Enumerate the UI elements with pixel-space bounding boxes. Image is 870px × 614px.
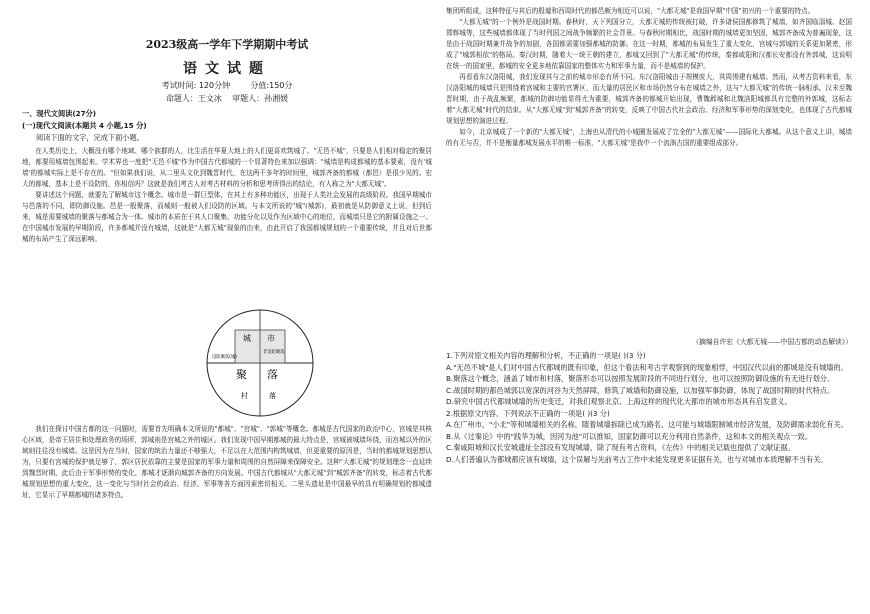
diagram-label-unfortified: 非设防聚落 [263,350,285,355]
question-option: A.在广州市，"小北"等和城墙相关的名称，随着城墙拆除已成为路名，这可能与城墙限制城市经济发展，及防御需求弱化有关。 [446,420,848,429]
passage-paragraph: 要讲述这个问题，就要先了解城市这个概念。城市是一群巨型体，在其上有多种功能区，出现于人类社会发展的高级阶段。我国早期城市与邑落的不同，即防御设施。邑是一般聚落，而城则一般被人们设防的区域。与本文所说的"城"(城郭)，最初就是从防御意义上说，但到后来，城是需要城墙的聚落与都城合为一体。城市的本质在于其人口聚集、功能分化以及作为区域中心的地位，而城墙只是它的附属设施之一。在中国城市发展的早期阶段，许多都城并没有城墙，这就是"大都无城"现象的由来，由此开启了我国都城规划的一个重要传统，并且对后世都城的布局产生了深远影响。 [22,191,432,243]
question-stem: 1.下列对原文相关内容的理解和分析，不正确的一项是( )(3 分) [446,351,646,360]
passage-paragraph: 我们在探讨中国古都的这一问题时，需要首先明确本文所说的"都城"、"宫城"、"郭城"等概念。都城是古代国家的政治中心，宫城是其核心区域，是帝王居住和处理政务的场所，郭城则是宫城之外的城区。我们发现中国早期都城的最大特点是，宫城被城墙环绕，而宫城以外的区域则往往没有城墙。这是因为在当时，国家的统治力量还不够强大，不足以在大范围内构筑城墙，但更重要的原因是，当时的都城规划思想认为，只要有宫城的保护就足够了，郭区居民依靠的主要是国家的军事力量和周围的自然屏障来保障安全。这种"大都无城"的规划理念一直延续到魏晋时期，此后由于军事形势的变化，都城才逐渐向城郭齐备的方向发展。中国古代都城从"大都无城"到"城郭齐备"的转变，标志着古代都城规划思想的重大变化，这一变化与当时社会的政治、经济、军事等各方面因素密切相关。二里头遗址是中国最早的具有明确规划的都城遗址，它显示了早期都城的诸多特点。 [22,425,432,499]
question-option: C.秦咸阳城和汉长安城遗址全部没有发现城墙，除了现有考古资料，《左传》中的相关记载也提供了文献证据。 [446,443,795,452]
right-column [446,0,852,614]
diagram-label-market: 市 [267,334,275,343]
diagram-label-luo: 落 [267,368,278,381]
exam-authors: 命题人：王文冰 审题人：孙湘媛 [165,94,289,103]
exam-title: 2023级高一学年下学期期中考试 [145,38,309,51]
passage-paragraph: 再看看东汉洛阳城，我们发现其与之前的城市形态有所不同。东汉洛阳城由于规模庞大，其周围建有城墙。然而，从考古资料来看，东汉洛阳城的城墙只是围绕着宫城和主要的官署区，而大量的居民区和市场仍然分布在城墙之外，这与"大都无城"的传统一脉相承。汉末至魏晋时期，由于战乱频繁，都城的防御功能显得尤为重要，城郭齐备的都城开始出现，曹魏邺城和北魏洛阳城都具有完整的外郭城，这标志着"大都无城"时代的结束。从"大都无城"到"城郭齐备"的转变，反映了中国古代社会政治、经济和军事形势的深刻变化，也体现了古代都城规划思想的演进过程。 [446,73,852,125]
questions-block [446,350,852,610]
diagram-label-luo-small: 落 [269,392,276,400]
subsection-heading: (一)现代文阅读(本题共 4 小题,15 分) [22,121,147,130]
subject-title: 语文试题 [183,61,271,77]
question-option: A."无邑不城"是人们对中国古代都城的既有印象，但这个看法和考古学观察到的现象相悖，中国汉代以前的都城是没有城墙的。 [446,362,848,372]
section-heading: 一、现代文阅读(27分) [22,109,97,118]
question-option: D.研究中国古代都城城墙的历史变迁，对我们观察北京、上海这样的现代化大都市的城市形态具有启发意义。 [446,397,792,406]
passage-block-3 [446,6,852,334]
question-option: D.人们普遍认为都城都应该有城墙，这个误解与先前考古工作中未能发现更多证据有关，也与对城市本质理解不当有关。 [446,454,828,464]
passage-block-1 [22,146,432,306]
passage-paragraph: 集团所组成，这种特征与其后的殷墟和西周时代的都邑颇为相近可以说，"大都无城"是我国早期"中国"初兴的一个重要的特点。 [446,7,815,15]
diagram-label-fortified: 设防聚落(城) [212,355,237,360]
question-option: B.聚落这个概念，涵盖了城市和村落，聚落形态可以按照发展阶段的不同进行划分，也可以按照防御设施的有无进行划分。 [446,374,835,383]
question-stem: 2.根据原文内容，下列说法不正确的一项是( )(3 分) [446,408,610,418]
reading-instruction: 阅读下面的文字，完成下面小题。 [36,133,144,142]
diagram-label-village: 村 [241,392,248,400]
passage-block-2 [22,424,432,610]
diagram-label-city: 城 [243,334,251,343]
question-option: C.战国时期的都邑城郭以宽深的河谷为天然屏障，修筑了城墙和防御设施，以加强军事防御，体现了战国时期的时代特点。 [446,385,835,395]
question-option: B.从《过秦论》中的"践华为城，因河为池"可以推知，国家防御可以充分利用自然条件，这和本文的相关观点一致。 [446,431,813,441]
passage-source: （摘编自许宏《大都无城——中国古都的动态解读》） [692,338,852,346]
diagram-label-ju: 聚 [236,368,247,381]
left-column [22,0,432,614]
passage-paragraph: 在人类历史上，大概没有哪个地域、哪个族群的人，比生活在华夏大地上的人们更喜欢筑城了。"无邑不城"，只要是人们相对稳定的聚居地，都要用城墙包围起来。学术界也一度把"无邑不城"作为中国古代都城的一个显著特色来加以强调："城墙是构成都城的基本要素，没有'城墙'的都城实际上是不存在的。"但如果我们说，从二里头文化到魏晋时代，在这两千多年的时间里，城郭齐备的都城（都邑）是很少见的。宏大的都城，基本上是不设防的，你相信吗？这就是我们考古人对考古材料的分析和思考所得出的结论，有人称之为"大都无城"。 [22,147,432,188]
settlement-diagram [205,308,315,418]
passage-paragraph: "大都无城"的一个例外是战国时期。春秋时，天下列国分立，大都无城的传统被打破，许多诸侯国都修筑了城墙，如齐国临淄城、赵国邯郸城等，这些城墙都体现了当时列国之间战争频繁的社会背景。与春秋时期相比，战国时期的城墙更加坚固，城郭齐备成为普遍现象，这是由于战国时期兼并战争的加剧，各国都需要加强都城的防御。在这一时期，都城的布局发生了重大变化，宫城与郭城的关系更加紧密，形成了"城郭相依"的格局。秦汉时期，随着大一统王朝的建立，都城又回到了"大都无城"的传统，秦都咸阳和汉都长安都没有外郭城，这说明在统一的国家里，都城的安全更多地依靠国家的整体实力和军事力量，而不是城墙的保护。 [446,18,852,70]
passage-paragraph: 如今，北京城成了一个新的"大都无城"，上海也从清代的小城圈发展成了完全的"大都无城"——国际化大都城。从这个意义上讲，城墙的有无与否，并不是衡量都城发展水平的唯一标准，"大都无城"是我中一个流淌古国的重要组成部分。 [446,128,852,147]
exam-time-score: 考试时间: 120分钟 分值:150分 [161,81,293,90]
